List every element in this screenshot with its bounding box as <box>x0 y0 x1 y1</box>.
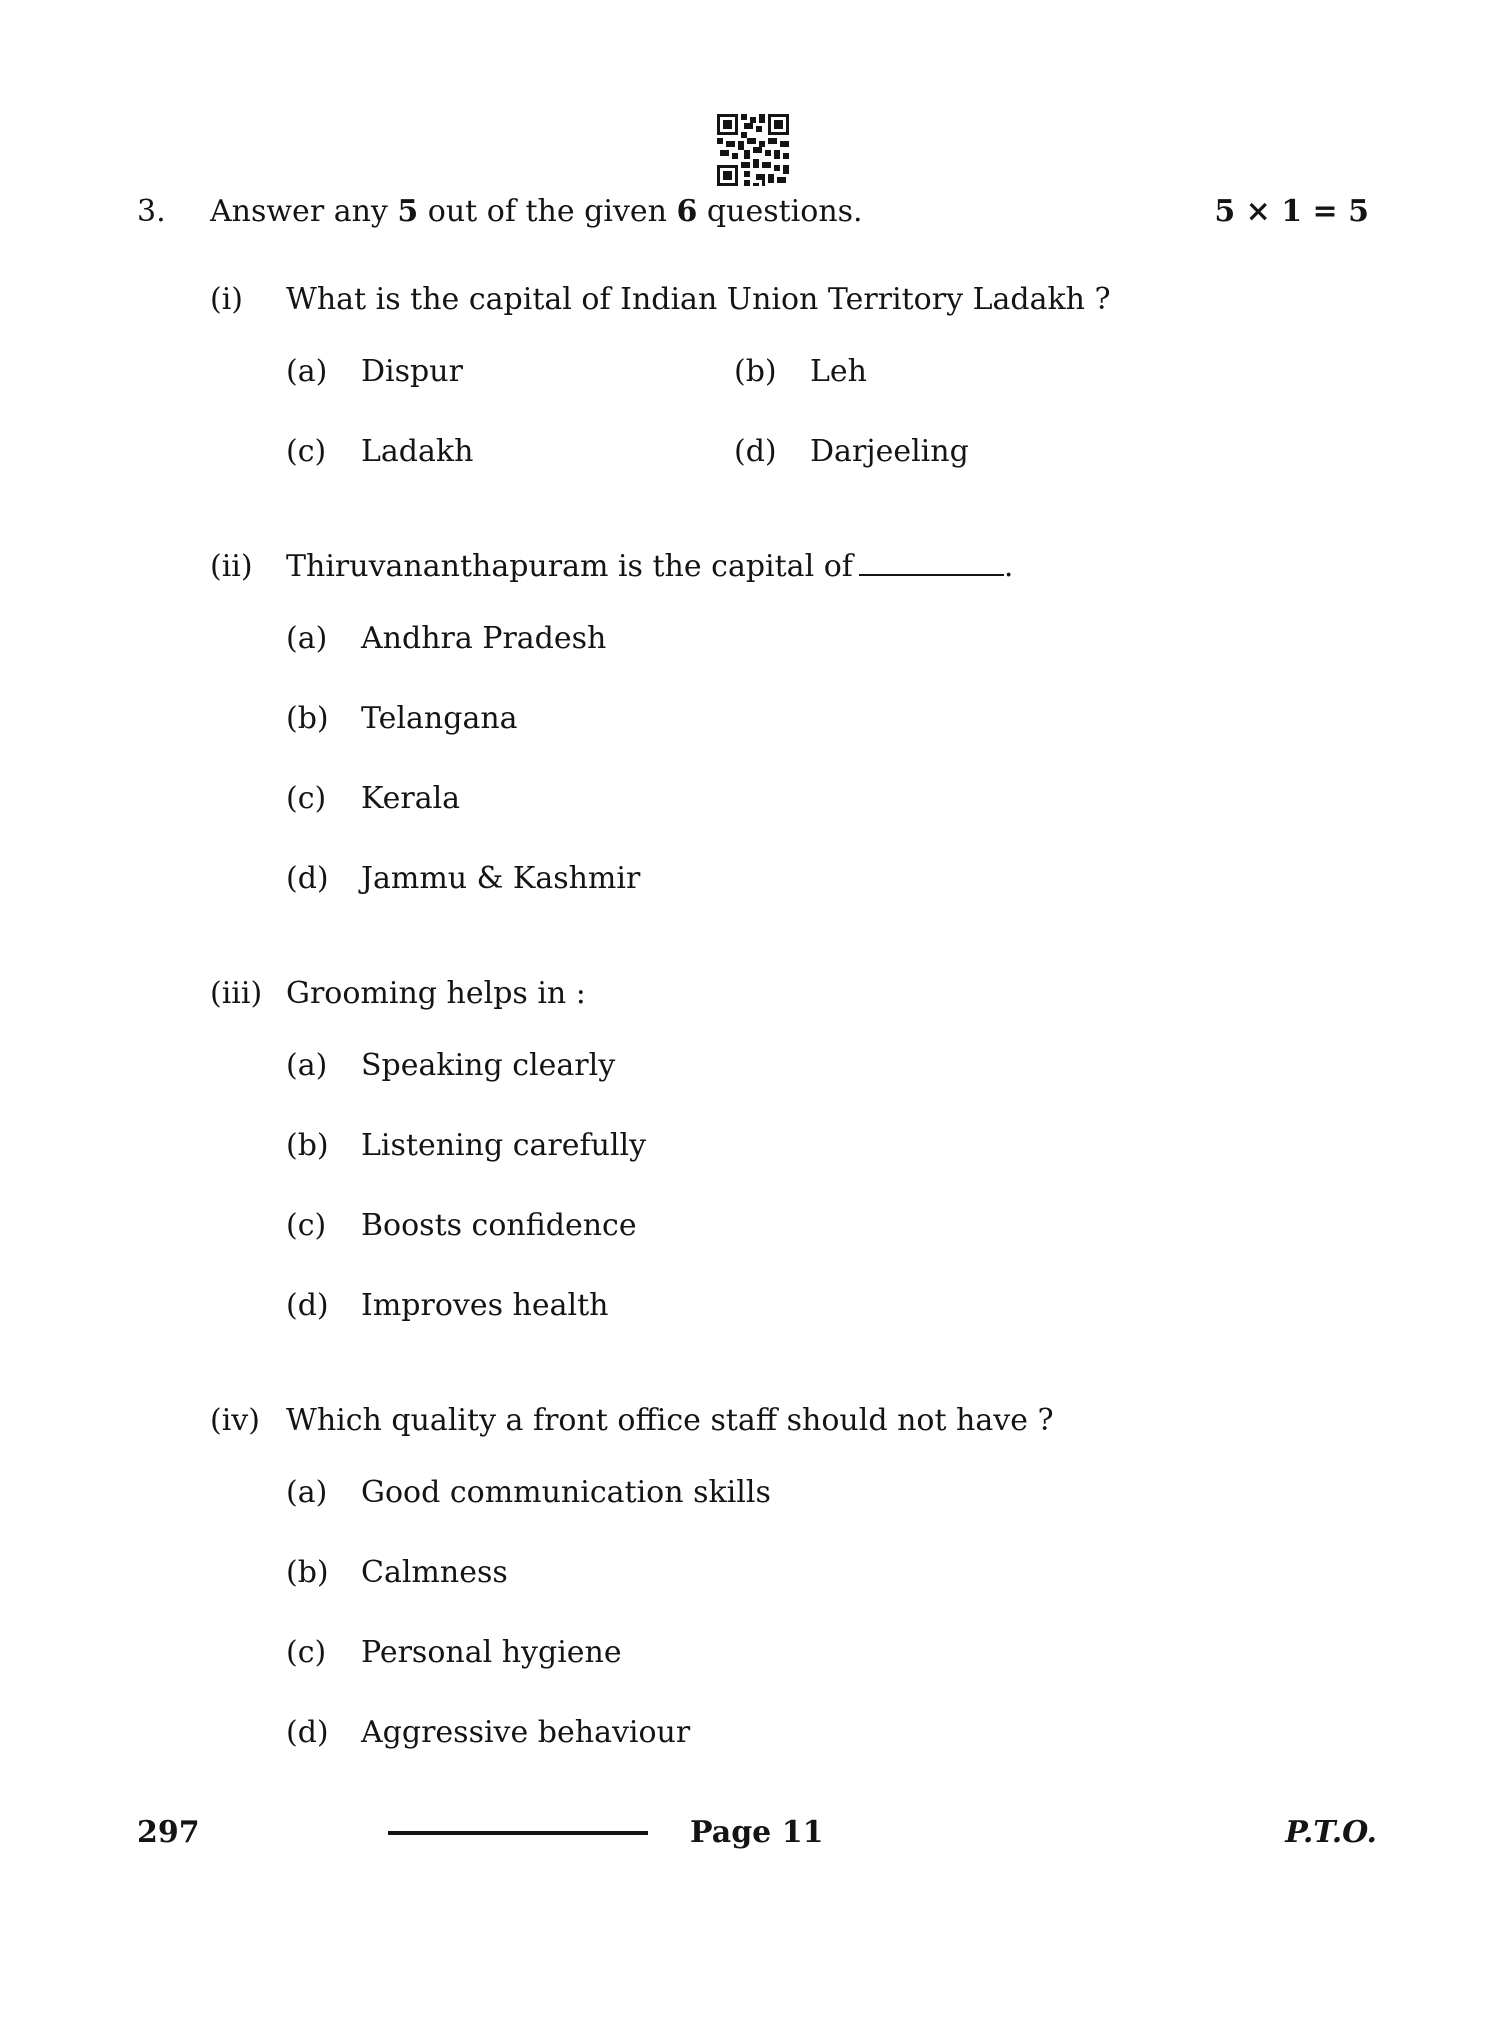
instruction-text-end: questions. <box>697 194 863 229</box>
option-letter: (d) <box>286 1288 329 1323</box>
subquestion-label: (i) <box>210 282 244 317</box>
instruction-count-total: 6 <box>676 194 698 229</box>
option-letter: (c) <box>286 781 327 816</box>
option-letter: (d) <box>286 861 329 896</box>
option-text: Aggressive behaviour <box>361 1715 691 1750</box>
instruction-text-start: Answer any <box>210 194 398 229</box>
option-text: Speaking clearly <box>361 1048 616 1083</box>
option-text: Dispur <box>361 354 463 389</box>
option-text: Telangana <box>361 701 518 736</box>
option-letter: (d) <box>286 1715 329 1750</box>
paper-code: 297 <box>137 1815 200 1850</box>
option-letter: (c) <box>286 1635 327 1670</box>
option-letter: (b) <box>286 1128 329 1163</box>
option-letter: (a) <box>286 354 328 389</box>
subquestion-label: (iv) <box>210 1403 260 1438</box>
option-text: Good communication skills <box>361 1475 771 1510</box>
subquestion-suffix: . <box>1003 549 1014 584</box>
subquestion-label: (ii) <box>210 549 253 584</box>
page-number: Page 11 <box>690 1815 824 1850</box>
subquestion-text: Thiruvananthapuram is the capital of <box>286 549 853 584</box>
option-text: Leh <box>810 354 867 389</box>
qr-code-icon <box>717 114 789 186</box>
option-letter: (a) <box>286 621 328 656</box>
option-text: Boosts confidence <box>361 1208 637 1243</box>
subquestion-text: Which quality a front office staff should not have ? <box>286 1403 1054 1438</box>
question-instruction <box>210 194 863 230</box>
option-text: Calmness <box>361 1555 508 1590</box>
option-text: Improves health <box>361 1288 609 1323</box>
option-letter: (b) <box>286 1555 329 1590</box>
instruction-count-answer: 5 <box>397 194 419 229</box>
option-text: Personal hygiene <box>361 1635 622 1670</box>
option-text: Kerala <box>361 781 461 816</box>
option-letter: (b) <box>286 701 329 736</box>
option-text: Darjeeling <box>810 434 969 469</box>
option-text: Ladakh <box>361 434 474 469</box>
option-text: Listening carefully <box>361 1128 647 1163</box>
subquestion-text-line <box>286 549 1013 585</box>
option-letter: (b) <box>734 354 777 389</box>
instruction-text-middle: out of the given <box>418 194 677 229</box>
subquestion-text: Grooming helps in : <box>286 976 586 1011</box>
option-letter: (d) <box>734 434 777 469</box>
question-number: 3. <box>137 194 166 229</box>
option-text: Andhra Pradesh <box>361 621 607 656</box>
option-letter: (c) <box>286 434 327 469</box>
subquestion-label: (iii) <box>210 976 263 1011</box>
fill-in-blank <box>859 550 1004 576</box>
option-text: Jammu & Kashmir <box>361 861 641 896</box>
please-turn-over: P.T.O. <box>1285 1815 1377 1850</box>
option-letter: (a) <box>286 1475 328 1510</box>
option-letter: (c) <box>286 1208 327 1243</box>
option-letter: (a) <box>286 1048 328 1083</box>
footer-divider <box>388 1831 648 1835</box>
marks-allocation: 5 × 1 = 5 <box>1214 194 1369 229</box>
subquestion-text: What is the capital of Indian Union Territory Ladakh ? <box>286 282 1111 317</box>
